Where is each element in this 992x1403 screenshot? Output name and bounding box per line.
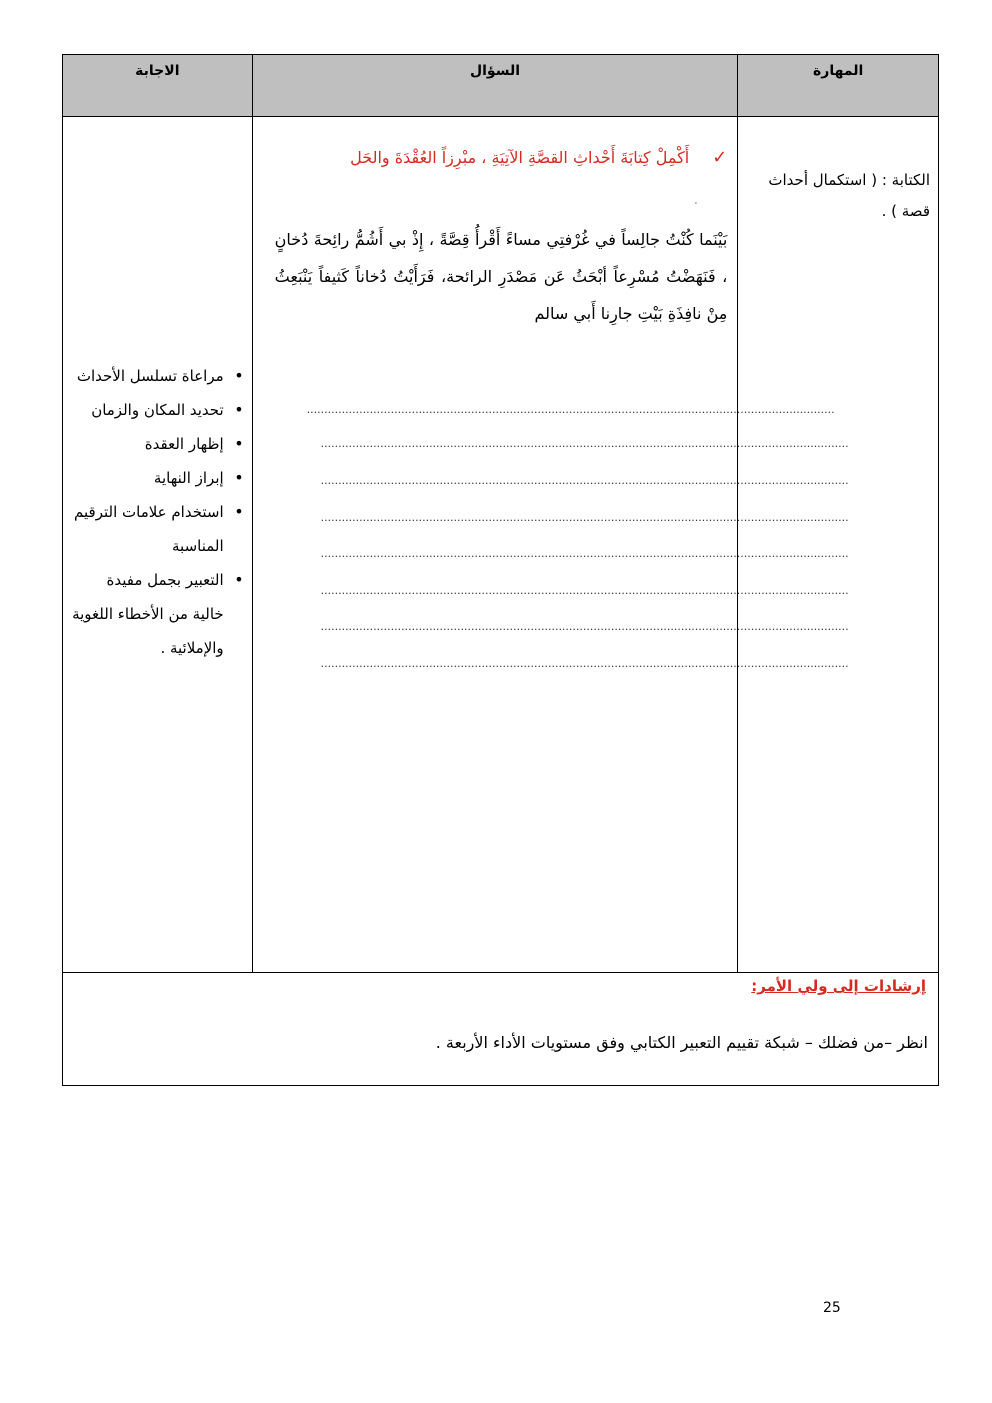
footer-cell	[63, 973, 939, 1086]
header-row	[63, 55, 939, 117]
header-answer: الاجابة	[63, 55, 253, 117]
page-number: 25	[823, 1300, 841, 1316]
footer-row	[63, 973, 939, 1086]
header-question: السؤال	[252, 55, 738, 117]
writing-line[interactable]: .......................................................................................................................................................	[320, 620, 849, 633]
parent-guidance-title: إرشادات إلى ولي الأمر:	[751, 977, 926, 995]
story-text	[275, 221, 728, 332]
answer-criterion: • إظهار العقدة	[72, 427, 244, 461]
answer-criterion: • التعبير بجمل مفيدة خالية من الأخطاء اللغوية والإملائية .	[72, 563, 244, 665]
writing-line[interactable]: .......................................................................................................................................................	[320, 437, 849, 450]
tiny-mark: ·	[694, 199, 698, 209]
header-skill: المهارة	[738, 55, 939, 117]
answer-cell	[63, 117, 253, 973]
worksheet-table	[62, 54, 939, 1086]
writing-line[interactable]: .......................................................................................................................................................	[306, 403, 835, 416]
checkmark-icon: ✓	[712, 147, 728, 168]
writing-line[interactable]: .......................................................................................................................................................	[320, 547, 849, 560]
story-body: بَيْنَما كُنْتُ جالِساً في غُرْفتِي مساءً أَقْرأُ قِصَّةً ، إِذْ بي أَشُمُّ رائِحةَ دُخانٍ ، فَنَهَضْتُ مُسْرِعاً أبْحَثُ عَن مَصْدَرِ الرائحة، فَرَأَيْتُ دُخاناً كَثيفاً يَنْبَعِثُ مِنْ نافِذَةِ بَيْتِ جارِنا أَبي سالم	[274, 230, 728, 323]
answer-criterion: • مراعاة تسلسل الأحداث	[72, 359, 244, 393]
writing-line[interactable]: .......................................................................................................................................................	[320, 474, 849, 487]
content-row	[63, 117, 939, 973]
answer-criterion: • استخدام علامات الترقيم المناسبة	[72, 495, 244, 563]
answer-criterion: • تحديد المكان والزمان	[72, 393, 244, 427]
answer-criteria-list	[72, 359, 244, 665]
task-instruction	[261, 147, 728, 168]
answer-criterion: • إبراز النهاية	[72, 461, 244, 495]
skill-cell	[738, 117, 939, 973]
skill-text: الكتابة : ( استكمال أحداث قصة ) .	[768, 171, 930, 220]
writing-line[interactable]: .......................................................................................................................................................	[320, 657, 849, 670]
task-text: أَكْمِلْ كِتابَةَ أَحْداثِ القصَّةِ الآتِيَةِ ، مبْرِزاً العُقْدَةَ والحَل	[350, 148, 690, 167]
writing-line[interactable]: .......................................................................................................................................................	[320, 511, 849, 524]
parent-guidance-text: انظر –من فضلك – شبكة تقييم التعبير الكتابي وفق مستويات الأداء الأربعة .	[435, 1033, 928, 1052]
writing-line[interactable]: .......................................................................................................................................................	[320, 584, 849, 597]
